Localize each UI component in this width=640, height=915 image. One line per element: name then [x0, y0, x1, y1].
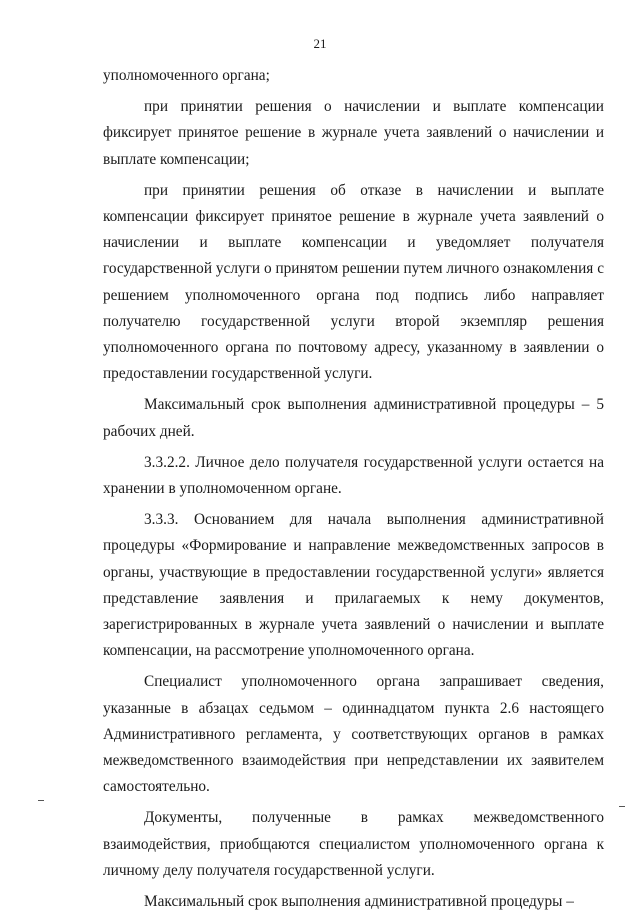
paragraph: при принятии решения о начислении и выплате компенсации фиксирует принятое решение в журнале учета заявлений о начислении и выплате компенсации;: [103, 98, 604, 168]
paragraph-continuation: уполномоченного органа;: [103, 67, 270, 84]
paragraph: Документы, полученные в рамках межведомственного взаимодействия, приобщаются специалистом уполномоченного органа к личному делу получателя государственной услуги.: [103, 809, 604, 879]
scan-artifact-mark: [619, 806, 625, 807]
paragraph: Специалист уполномоченного органа запрашивает сведения, указанные в абзацах седьмом – одиннадцатом пункта 2.6 настоящего Административного регламента, у соответствующих органов в рамках межведомственного взаимодействия при непредставлении их заявителем самостоятельно.: [103, 673, 604, 796]
document-body: [103, 63, 604, 915]
scan-artifact-mark: [38, 800, 44, 801]
paragraph: Максимальный срок выполнения административной процедуры –: [144, 893, 574, 911]
paragraph: 3.3.2.2. Личное дело получателя государственной услуги остается на хранении в уполномоченном органе.: [103, 453, 604, 498]
paragraph: 3.3.3. Основанием для начала выполнения административной процедуры «Формирование и направление межведомственных запросов в органы, участвующие в предоставлении государственной услуги» является представление заявления и прилагаемых к нему документов, зарегистрированных в журнале учета заявлений о начислении и выплате компенсации, на рассмотрение уполномоченного органа.: [103, 511, 604, 660]
paragraph: при принятии решения об отказе в начислении и выплате компенсации фиксирует принятое решение в журнале учета заявлений о начислении и выплате компенсации и уведомляет получателя государственной услуги о принятом решении путем личного ознакомления с решением уполномоченного органа под подпись либо направляет получателю государственной услуги второй экземпляр решения уполномоченного органа по почтовому адресу, указанному в заявлении о предоставлении государственной услуги.: [103, 181, 604, 383]
paragraph: Максимальный срок выполнения административной процедуры – 5 рабочих дней.: [103, 396, 604, 440]
page-number: 21: [313, 36, 327, 51]
